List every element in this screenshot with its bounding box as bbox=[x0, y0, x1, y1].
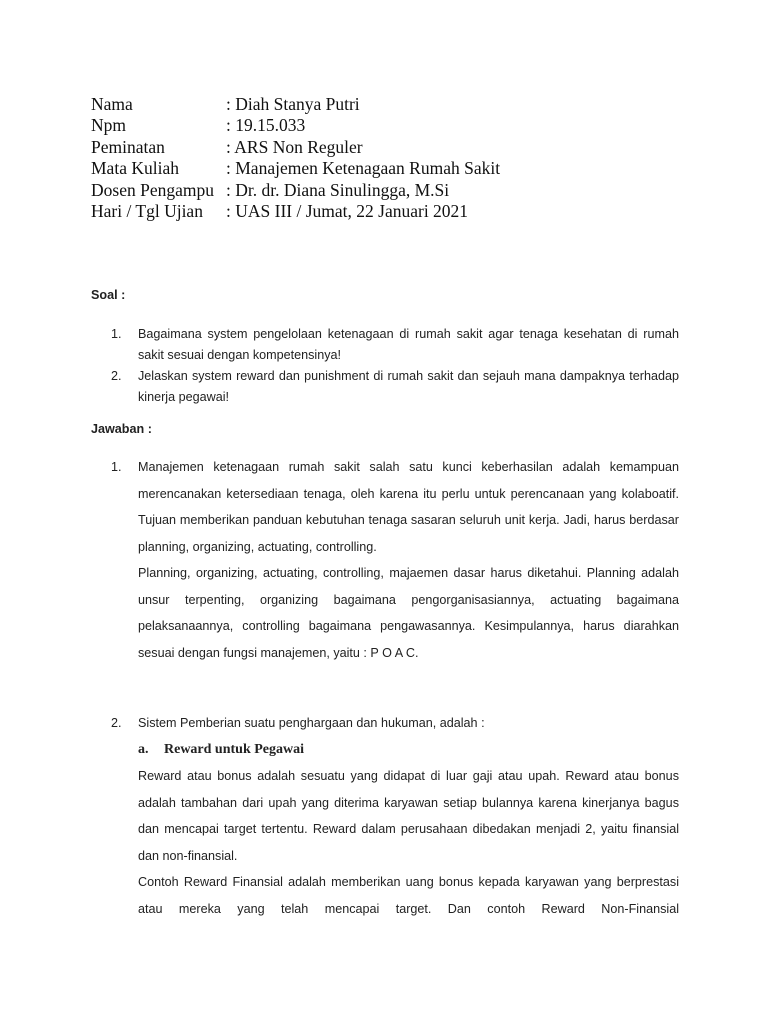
student-info bbox=[91, 94, 500, 222]
answer-paragraph: Manajemen ketenagaan rumah sakit salah satu kunci keberhasilan adalah kemampuan merencanakan ketersediaan tenaga, oleh karena itu perlu untuk perencanaan yang kolaboatif. Tujuan memberikan panduan kebutuhan tenaga sasaran seluruh unit kerja. Jadi, harus berdasar planning, organizing, actuating, controlling. bbox=[138, 460, 679, 554]
info-row-nama bbox=[91, 94, 500, 115]
sub-heading bbox=[138, 737, 679, 764]
answer-list bbox=[91, 454, 679, 922]
exam-body bbox=[91, 286, 679, 922]
info-row-tgl-ujian bbox=[91, 201, 500, 222]
info-value: : Manajemen Ketenagaan Rumah Sakit bbox=[226, 158, 501, 179]
answer-paragraph: Contoh Reward Finansial adalah memberikan uang bonus kepada karyawan yang berprestasi atau mereka yang telah mencapai target. Dan contoh Reward Non-Finansial bbox=[138, 875, 679, 916]
info-label: Nama bbox=[91, 94, 133, 114]
info-row-dosen bbox=[91, 180, 500, 201]
info-value: : UAS III / Jumat, 22 Januari 2021 bbox=[226, 201, 469, 222]
jawaban-heading: Jawaban : bbox=[91, 422, 152, 436]
answer-intro: Sistem Pemberian suatu penghargaan dan hukuman, adalah : bbox=[138, 716, 485, 730]
info-value: : ARS Non Reguler bbox=[226, 136, 363, 157]
info-row-npm bbox=[91, 115, 500, 136]
info-label: Npm bbox=[91, 115, 126, 136]
answer-paragraph: Reward atau bonus adalah sesuatu yang didapat di luar gaji atau upah. Reward atau bonus adalah tambahan dari upah yang diterima karyawan setiap bulannya karena kinerjanya bagus dan mencapai target tertentu. Reward dalam perusahaan dibedakan menjadi 2, yaitu finansial dan non-finansial. bbox=[138, 769, 679, 863]
info-value: : 19.15.033 bbox=[226, 115, 306, 136]
info-label: Dosen Pengampu bbox=[91, 179, 214, 200]
answer-number: 1. bbox=[111, 460, 122, 474]
question-number: 1. bbox=[111, 327, 122, 341]
info-row-peminatan bbox=[91, 137, 500, 158]
answer-content bbox=[138, 454, 679, 666]
soal-heading: Soal : bbox=[91, 288, 126, 302]
info-value: : Diah Stanya Putri bbox=[226, 94, 360, 114]
answer-content bbox=[138, 710, 679, 922]
sub-heading-letter: a. bbox=[138, 741, 149, 757]
info-value: : Dr. dr. Diana Sinulingga, M.Si bbox=[226, 179, 450, 200]
info-label: Mata Kuliah bbox=[91, 158, 179, 179]
answer-item-1 bbox=[91, 454, 679, 666]
question-item bbox=[91, 324, 679, 365]
info-label: Hari / Tgl Ujian bbox=[91, 201, 203, 222]
answer-paragraph: Planning, organizing, actuating, controlling, majaemen dasar harus diketahui. Planning adalah unsur terpenting, organizing bagaimana pengorganisasiannya, actuating bagaimana pelaksanaannya, controlling bagaimana pengawasannya. Kesimpulannya, harus diarahkan sesuai dengan fungsi manajemen, yaitu : P O A C. bbox=[138, 566, 679, 660]
question-text: Jelaskan system reward dan punishment di rumah sakit dan sejauh mana dampaknya terhadap kinerja pegawai! bbox=[138, 369, 679, 404]
info-row-mata-kuliah bbox=[91, 158, 500, 179]
answer-number: 2. bbox=[111, 716, 122, 730]
question-item bbox=[91, 366, 679, 407]
answer-item-2 bbox=[91, 710, 679, 922]
info-label: Peminatan bbox=[91, 136, 165, 157]
question-number: 2. bbox=[111, 369, 122, 383]
question-text: Bagaimana system pengelolaan ketenagaan di rumah sakit agar tenaga kesehatan di rumah sakit sesuai dengan kompetensinya! bbox=[138, 327, 679, 362]
sub-heading-title: Reward untuk Pegawai bbox=[164, 741, 305, 757]
question-list bbox=[91, 324, 679, 407]
